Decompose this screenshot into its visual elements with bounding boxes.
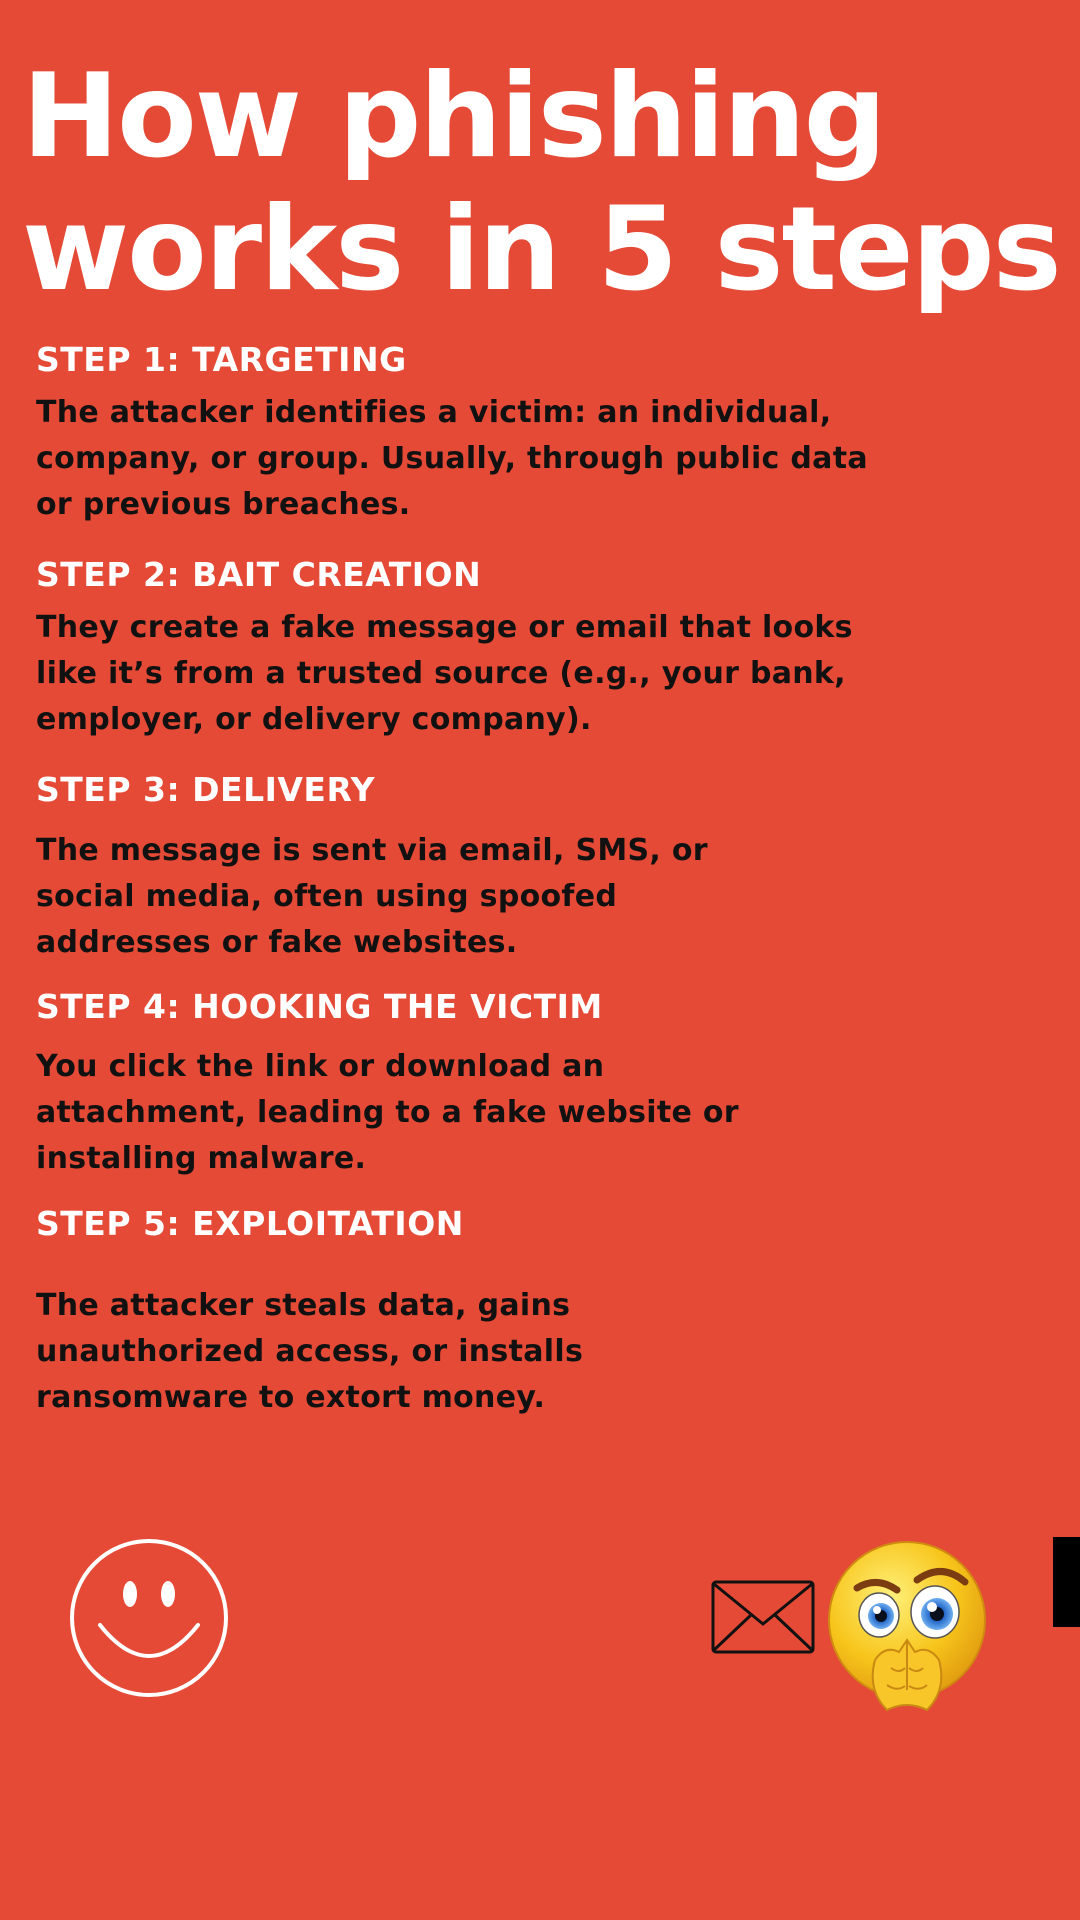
step-2-body <box>36 605 853 743</box>
step-3-heading: STEP 3: DELIVERY <box>36 770 375 809</box>
step-1-heading: STEP 1: TARGETING <box>36 340 407 379</box>
step-2-line-1: They create a fake message or email that looks <box>36 610 853 645</box>
step-4-heading: STEP 4: HOOKING THE VICTIM <box>36 987 603 1026</box>
step-2-line-3: employer, or delivery company). <box>36 702 592 737</box>
step-2-heading: STEP 2: BAIT CREATION <box>36 555 482 594</box>
step-2-line-2: like it’s from a trusted source (e.g., your bank, <box>36 656 846 691</box>
page-title <box>22 50 1060 316</box>
step-1-line-1: The attacker identifies a victim: an individual, <box>36 395 832 430</box>
step-4-line-3: installing malware. <box>36 1141 367 1176</box>
step-5-line-2: unauthorized access, or installs <box>36 1334 584 1369</box>
step-1-line-2: company, or group. Usually, through public data <box>36 441 868 476</box>
step-3-line-3: addresses or fake websites. <box>36 925 518 960</box>
step-5-heading: STEP 5: EXPLOITATION <box>36 1204 464 1243</box>
step-4-line-1: You click the link or download an <box>36 1049 605 1084</box>
envelope-icon <box>711 1580 815 1654</box>
step-3-body <box>36 828 708 966</box>
step-3-line-2: social media, often using spoofed <box>36 879 618 914</box>
step-1-line-3: or previous breaches. <box>36 487 411 522</box>
step-1-body <box>36 390 868 528</box>
title-line-2: works in 5 steps <box>22 182 1060 317</box>
step-5-body <box>36 1283 583 1421</box>
step-4-line-2: attachment, leading to a fake website or <box>36 1095 739 1130</box>
step-5-line-3: ransomware to extort money. <box>36 1380 546 1415</box>
smiley-outline-icon <box>68 1537 230 1699</box>
title-line-1: How phishing <box>22 49 885 184</box>
step-4-body <box>36 1044 739 1182</box>
scheming-emoji-icon <box>827 1540 987 1715</box>
edge-tab <box>1053 1537 1080 1627</box>
step-5-line-1: The attacker steals data, gains <box>36 1288 571 1323</box>
step-3-line-1: The message is sent via email, SMS, or <box>36 833 708 868</box>
